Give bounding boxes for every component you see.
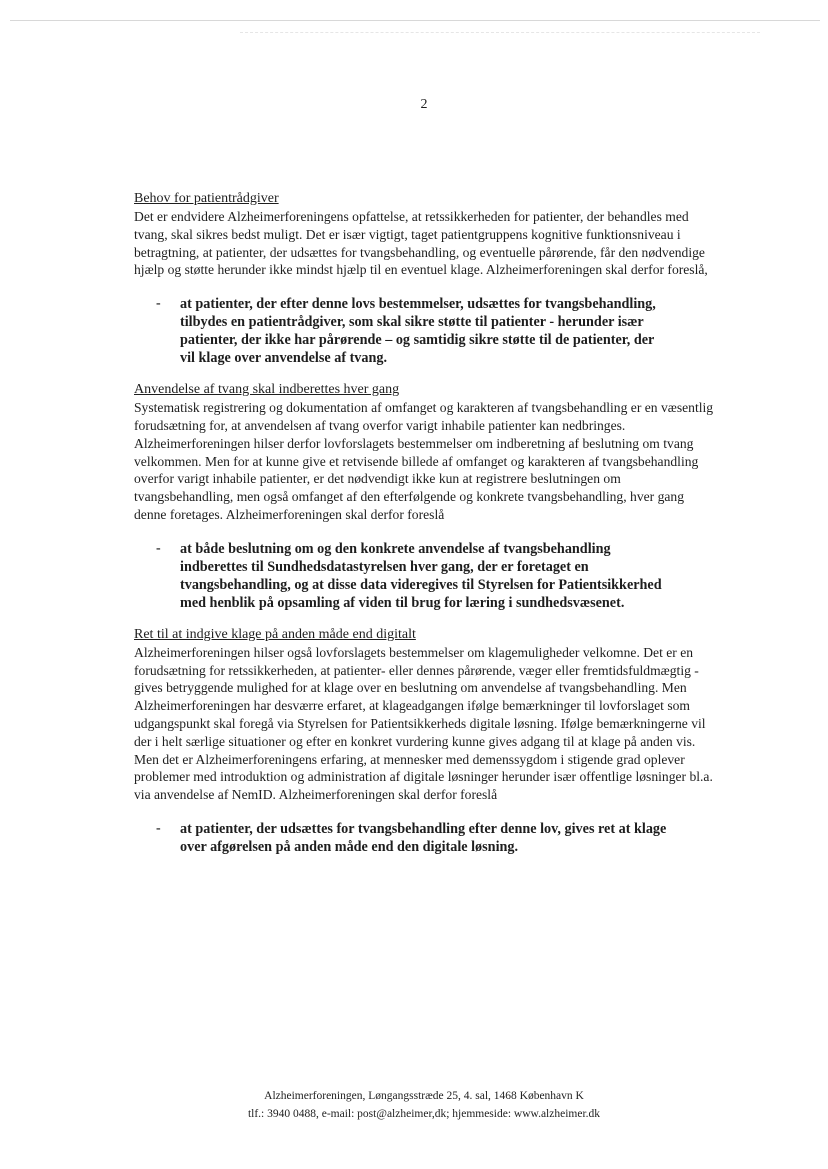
document-body — [134, 190, 716, 870]
page-number: 2 — [420, 97, 428, 112]
section-heading: Behov for patientrådgiver — [134, 191, 279, 206]
bullet-dash: - — [156, 296, 161, 312]
section-heading: Anvendelse af tvang skal indberettes hver gang — [134, 382, 400, 398]
proposal-text: at patienter, der udsættes for tvangsbehandling efter denne lov, gives ret at klage over afgørelsen på anden måde end den digitale løsning. — [180, 820, 667, 855]
section-paragraph: Alzheimerforeningen hilser også lovforslagets bestemmelser om klagemuligheder velkomne. Det er en forudsætning for retssikkerheden, at patienter- eller dennes pårørende, væger eller fremtidsfuldmægtig - gives betryggende mulighed for at klage over en beslutning om anvendelse af tvangsbehandling. Men Alzheimerforeningen har desværre erfaret, at klageadgangen ifølge bemærkninger til lovforslaget som udgangspunkt skal foregå via Styrelsen for Patientsikkerheds digitale løsning. Ifølge bemærkningerne vil der i helt særlige situationer og efter en konkret vurdering kunne gives adgang til at klage på anden vis. Men det er Alzheimerforeningens erfaring, at mennesker med demenssygdom i stigende grad oplever problemer med introduktion og administration af digitale løsninger herunder især offentlige løsninger bl.a. via anvendelse af NemID. Alzheimerforeningen skal derfor foreslå — [134, 644, 713, 803]
section-report-coercion — [134, 381, 716, 612]
proposal-text: at både beslutning om og den konkrete anvendelse af tvangsbehandling indberettes til Sundhedsdatastyrelsen hver gang, der er foretaget en tvangsbehandling, og at disse data videregives til Styrelsen for Patientsikkerhed med henblik på opsamling af viden til brug for læring i sundhedsvæsenet. — [180, 540, 662, 611]
page-footer — [0, 1087, 828, 1123]
scan-edge-line — [10, 20, 820, 21]
section-paragraph: Systematisk registrering og dokumentation af omfanget og karakteren af tvangsbehandling er en væsentlig forudsætning for, at anvendelsen af tvang overfor varigt inhabile patienter kan nedbringes. Alzheimerforeningen hilser derfor lovforslagets bestemmelser om indberetning af beslutning om tvang velkommen. Men for at kunne give et retvisende billede af omfanget og karakteren af tvangsbehandling overfor varigt inhabile patienter, er det nødvendigt ikke kun at registrere beslutningen om tvangsbehandling, men også omfanget af den efterfølgende og konkrete tvangsbehandling, hver gang denne foretages. Alzheimerforeningen skal derfor foreslå — [134, 400, 714, 522]
section-heading: Ret til at indgive klage på anden måde end digitalt — [134, 626, 416, 642]
proposal-item — [156, 820, 716, 856]
proposal-item — [156, 295, 716, 367]
section-patient-advisor — [134, 190, 716, 367]
footer-contact: tlf.: 3940 0488, e-mail: post@alzheimer,dk; hjemmeside: www.alzheimer.dk — [247, 1108, 601, 1120]
scan-edge-line-faint — [240, 32, 760, 33]
footer-address: Alzheimerforeningen, Løngangsstræde 25, 4. sal, 1468 København K — [264, 1090, 584, 1102]
bullet-dash: - — [156, 540, 161, 556]
section-paragraph: Det er endvidere Alzheimerforeningens opfattelse, at retssikkerheden for patienter, der behandles med tvang, skal sikres bedst muligt. Det er især vigtigt, taget patientgruppens kognitive funktionsniveau i betragtning, at patienter, der udsættes for tvangsbehandling, og eventuelle pårørende, får den nødvendige hjælp og støtte herunder ikke mindst hjælp til en eventuel klage. Alzheimerforeningen skal derfor foreslå, — [134, 209, 708, 278]
proposal-text: at patienter, der efter denne lovs bestemmelser, udsættes for tvangsbehandling, tilbydes en patientrådgiver, som skal sikre støtte til patienter - herunder især patienter, der ikke har pårørende – og samtidig sikre støtte til de patienter, der vil klage over anvendelse af tvang. — [180, 296, 656, 367]
bullet-dash: - — [156, 820, 161, 836]
proposal-item — [156, 540, 716, 612]
section-complaint-non-digital — [134, 626, 716, 856]
